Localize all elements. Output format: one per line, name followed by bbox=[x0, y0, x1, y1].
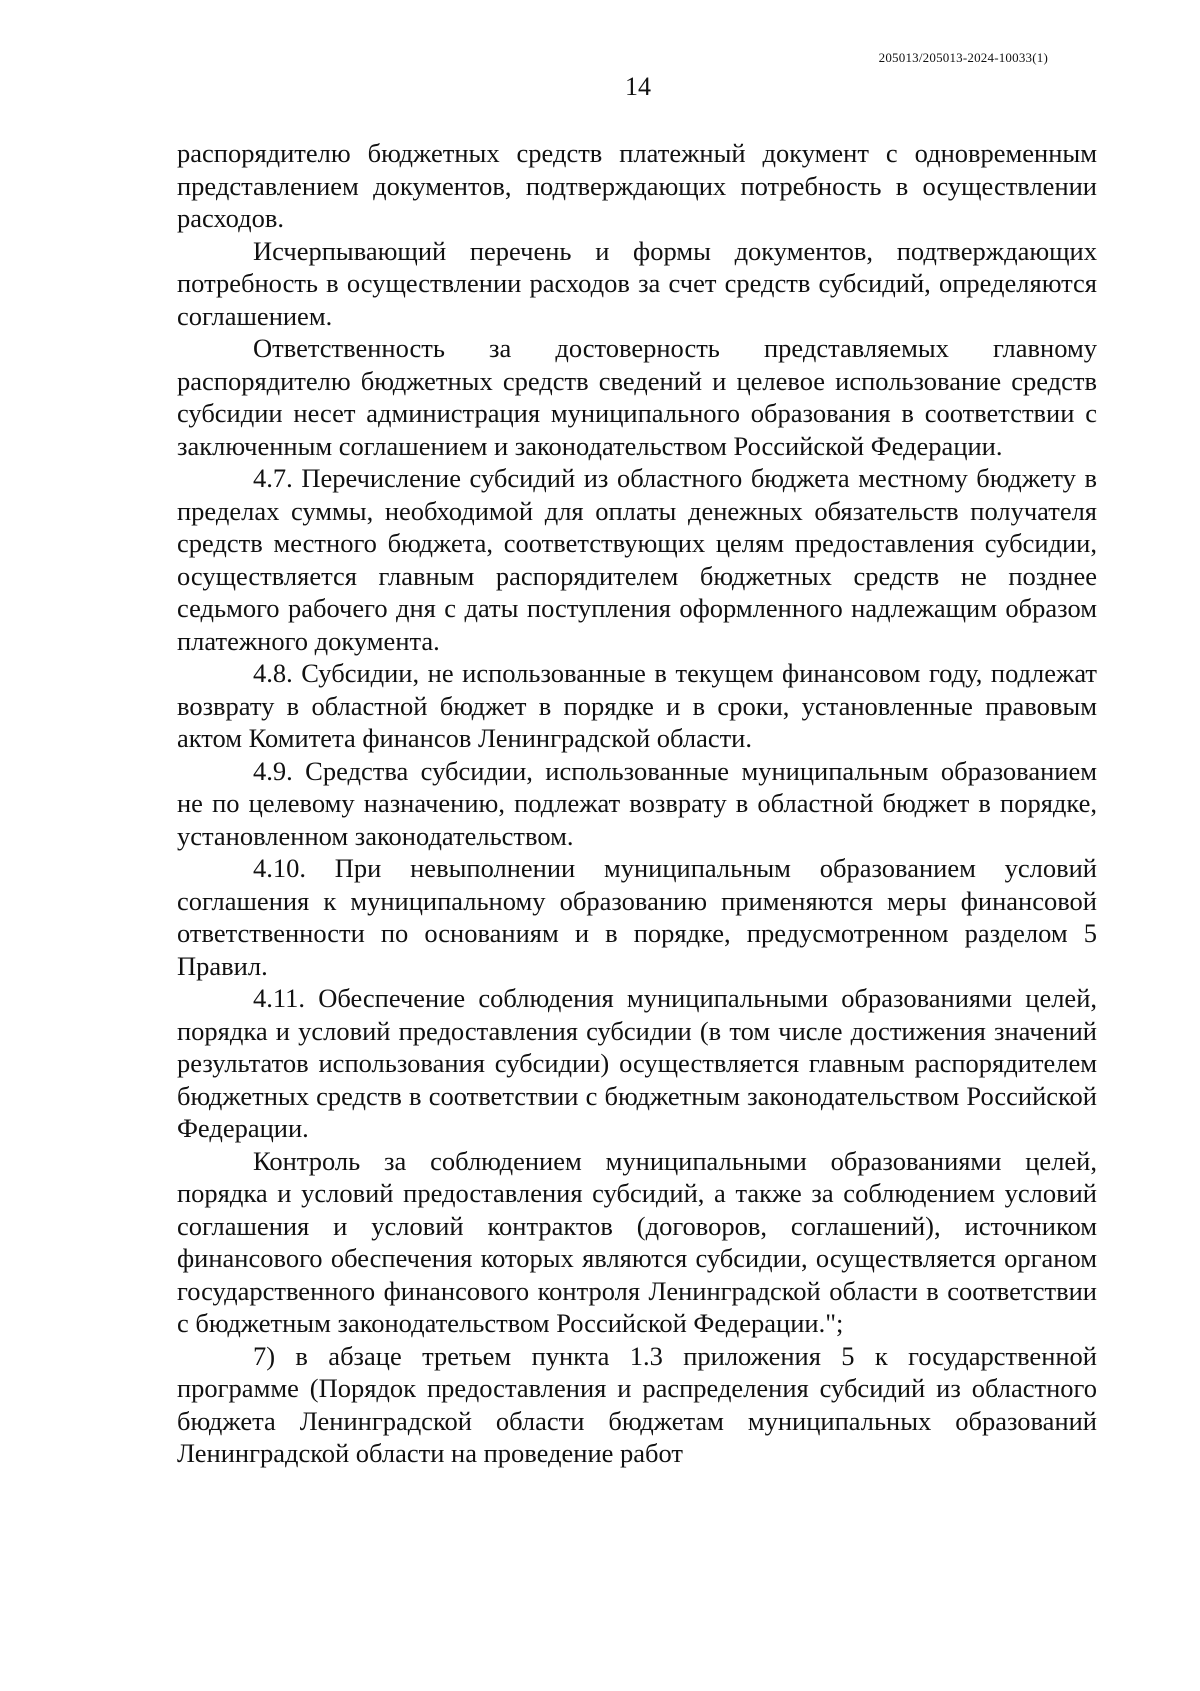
page-number: 14 bbox=[625, 72, 651, 101]
paragraph-4-8: 4.8. Субсидии, не использованные в текущем финансовом году, подлежат возврату в областной бюджет в порядке и в сроки, установленные правовым актом Комитета финансов Ленинградской области. bbox=[177, 658, 1097, 753]
paragraph: Ответственность за достоверность представляемых главному распорядителю бюджетных средств сведений и целевое использование средств субсидии несет администрация муниципального образования в соответствии с заключенным соглашением и законодательством Российской Федерации. bbox=[177, 333, 1097, 461]
paragraph-item-7: 7) в абзаце третьем пункта 1.3 приложения 5 к государственной программе (Порядок предоставления и распределения субсидий из областного бюджета Ленинградской области бюджетам муниципальных образований Ленинградской области на проведение работ bbox=[177, 1340, 1097, 1468]
paragraph-4-10: 4.10. При невыполнении муниципальным образованием условий соглашения к муниципальному образованию применяются меры финансовой ответственности по основаниям и в порядке, предусмотренном разделом 5 Правил. bbox=[177, 853, 1097, 981]
paragraph: Контроль за соблюдением муниципальными образованиями целей, порядка и условий предоставления субсидий, а также за соблюдением условий соглашения и условий контрактов (договоров, соглашений), источником финансового обеспечения которых являются субсидии, осуществляется органом государственного финансового контроля Ленинградской области в соответствии с бюджетным законодательством Российской Федерации."; bbox=[177, 1145, 1097, 1338]
paragraph-4-9: 4.9. Средства субсидии, использованные муниципальным образованием не по целевому назначению, подлежат возврату в областной бюджет в порядке, установленном законодательством. bbox=[177, 755, 1097, 851]
paragraph-4-7: 4.7. Перечисление субсидий из областного бюджета местному бюджету в пределах суммы, необходимой для оплаты денежных обязательств получателя средств местного бюджета, соответствующих целям предоставления субсидии, осуществляется главным распорядителем бюджетных средств не позднее седьмого рабочего дня с даты поступления оформленного надлежащим образом платежного документа. bbox=[177, 463, 1097, 656]
document-body bbox=[177, 137, 1097, 1470]
paragraph-4-11: 4.11. Обеспечение соблюдения муниципальными образованиями целей, порядка и условий предоставления субсидии (в том числе достижения значений результатов использования субсидии) осуществляется главным распорядителем бюджетных средств в соответствии с бюджетным законодательством Российской Федерации. bbox=[177, 983, 1097, 1143]
paragraph: распорядителю бюджетных средств платежный документ с одновременным представлением документов, подтверждающих потребность в осуществлении расходов. bbox=[177, 138, 1097, 233]
paragraph: Исчерпывающий перечень и формы документов, подтверждающих потребность в осуществлении расходов за счет средств субсидий, определяются соглашением. bbox=[177, 235, 1097, 331]
document-id: 205013/205013-2024-10033(1) bbox=[878, 50, 1048, 65]
